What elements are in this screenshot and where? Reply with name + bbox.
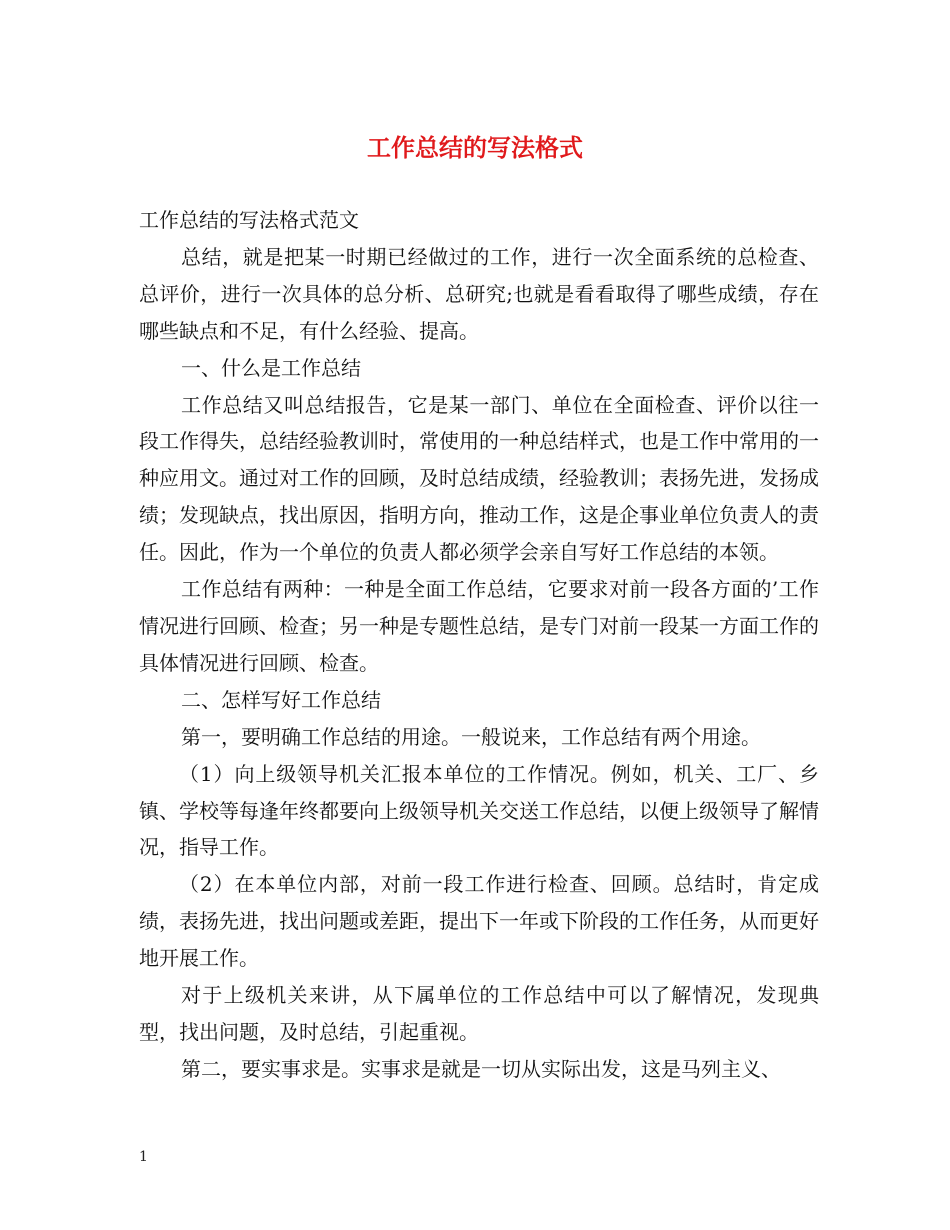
document-body [139,202,819,1088]
paragraph-intro: 总结，就是把某一时期已经做过的工作，进行一次全面系统的总检查、总评价，进行一次具体的总分析、总研究;也就是看看取得了哪些成绩，存在哪些缺点和不足，有什么经验、提高。 [139,244,819,343]
section-heading-2: 二、怎样写好工作总结 [181,687,381,712]
page-number: 1 [139,1149,148,1165]
paragraph-types: 工作总结有两种：一种是全面工作总结，它要求对前一段各方面的’工作情况进行回顾、检查；另一种是专题性总结，是专门对前一段某一方面工作的具体情况进行回顾、检查。 [139,577,819,675]
paragraph-use-1: （1）向上级领导机关汇报本单位的工作情况。例如，机关、工厂、乡镇、学校等每逢年终都要向上级领导机关交送工作总结，以便上级领导了解情况，指导工作。 [139,761,819,860]
document-title: 工作总结的写法格式 [367,133,583,162]
paragraph-superior: 对于上级机关来讲，从下属单位的工作总结中可以了解情况，发现典型，找出问题，及时总结，引起重视。 [139,983,819,1044]
paragraph-definition: 工作总结又叫总结报告，它是某一部门、单位在全面检查、评价以往一段工作得失，总结经验教训时，常使用的一种总结样式，也是工作中常用的一种应用文。通过对工作的回顾，及时总结成绩，经验教训；表扬先进，发扬成绩；发现缺点，找出原因，指明方向，推动工作，这是企事业单位负责人的责任。因此，作为一个单位的负责人都必须学会亲自写好工作总结的本领。 [139,392,819,565]
paragraph-point-2: 第二，要实事求是。实事求是就是一切从实际出发，这是马列主义、 [181,1056,781,1081]
paragraph-point-1: 第一，要明确工作总结的用途。一般说来，工作总结有两个用途。 [181,724,761,749]
paragraph-use-2: （2）在本单位内部，对前一段工作进行检查、回顾。总结时，肯定成绩，表扬先进，找出问题或差距，提出下一年或下阶段的工作任务，从而更好地开展工作。 [139,872,819,971]
section-heading-1: 一、什么是工作总结 [181,355,361,380]
paragraph-subtitle: 工作总结的写法格式范文 [139,208,359,232]
